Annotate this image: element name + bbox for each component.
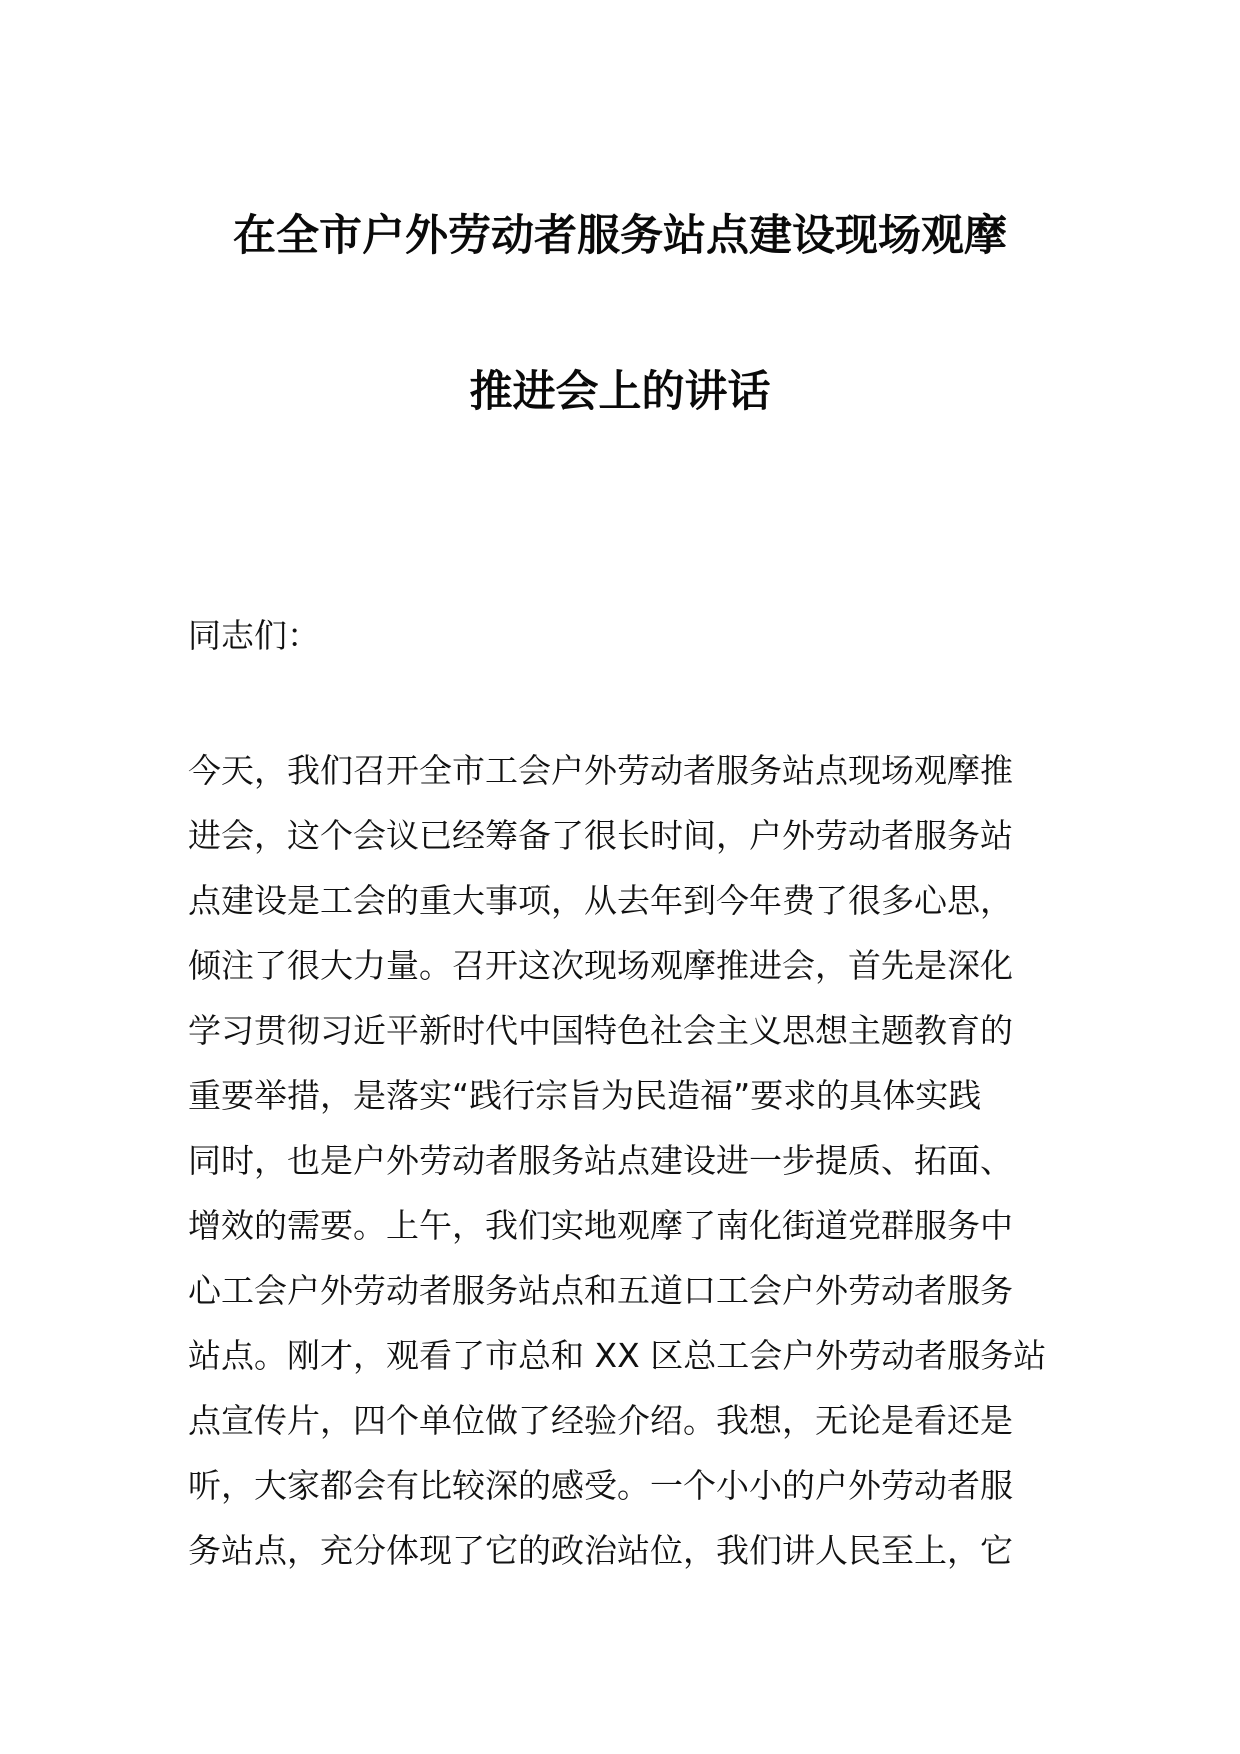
body-line: 同时，也是户外劳动者服务站点建设进一步提质、拓面、 bbox=[188, 1141, 1013, 1180]
document-title-line-1: 在全市户外劳动者服务站点建设现场观摩 bbox=[233, 211, 1007, 261]
body-line: 倾注了很大力量。召开这次现场观摩推进会，首先是深化 bbox=[188, 946, 1013, 985]
body-line: 听，大家都会有比较深的感受。一个小小的户外劳动者服 bbox=[188, 1466, 1013, 1505]
body-line: 点宣传片，四个单位做了经验介绍。我想，无论是看还是 bbox=[188, 1401, 1013, 1440]
body-line: 点建设是工会的重大事项，从去年到今年费了很多心思， bbox=[188, 881, 1013, 920]
salutation: 同志们： bbox=[188, 616, 320, 655]
body-line: 重要举措，是落实“践行宗旨为民造福”要求的具体实践 bbox=[188, 1076, 982, 1115]
body-line: 站点。刚才，观看了市总和 XX 区总工会户外劳动者服务站 bbox=[188, 1336, 1047, 1375]
body-paragraph bbox=[188, 738, 1068, 1583]
body-line: 增效的需要。上午，我们实地观摩了南化街道党群服务中 bbox=[188, 1206, 1013, 1245]
body-line: 务站点，充分体现了它的政治站位，我们讲人民至上，它 bbox=[188, 1531, 1013, 1570]
document-title-line-2: 推进会上的讲话 bbox=[469, 367, 771, 417]
body-line: 心工会户外劳动者服务站点和五道口工会户外劳动者服务 bbox=[188, 1271, 1013, 1310]
body-line: 学习贯彻习近平新时代中国特色社会主义思想主题教育的 bbox=[188, 1011, 1013, 1050]
body-line: 进会，这个会议已经筹备了很长时间，户外劳动者服务站 bbox=[188, 816, 1013, 855]
body-line: 今天，我们召开全市工会户外劳动者服务站点现场观摩推 bbox=[188, 751, 1013, 790]
